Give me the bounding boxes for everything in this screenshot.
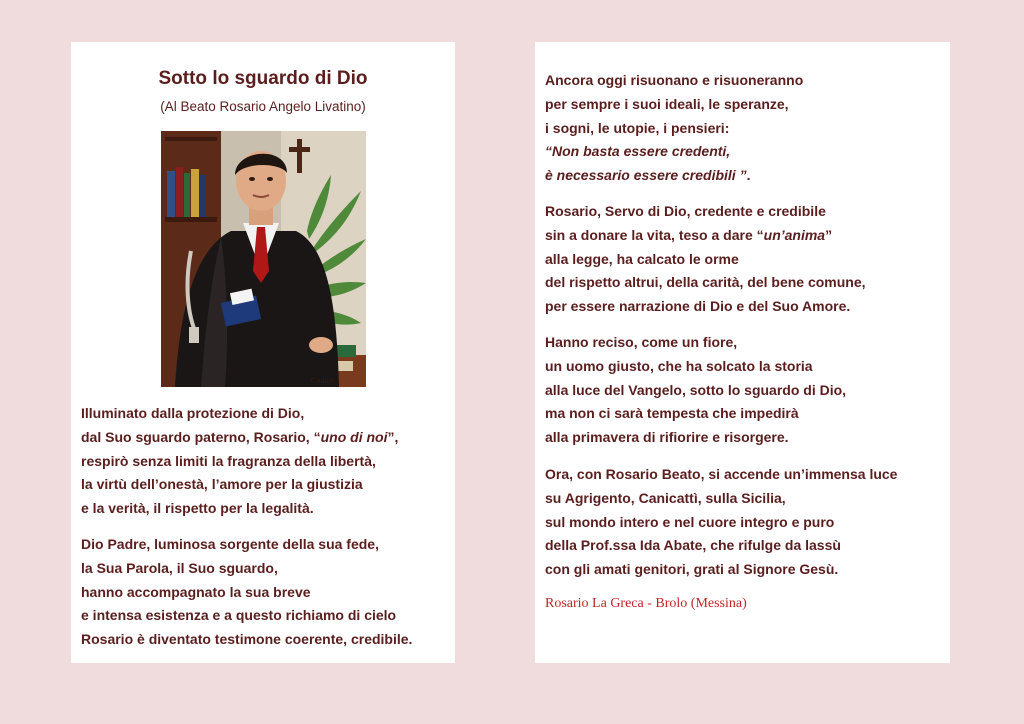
poem-line: hanno accompagnato la sua breve <box>81 583 311 600</box>
poem-line: Illuminato dalla protezione di Dio, <box>81 405 305 421</box>
poem-line: ma non ci sarà tempesta che impedirà <box>545 405 799 422</box>
poem-line: Rosario, Servo di Dio, credente e credibile <box>545 203 826 219</box>
poem-quote-italic: “Non basta essere credenti, <box>545 143 731 160</box>
poem-line: Ora, con Rosario Beato, si accende un’immensa luce <box>545 466 898 482</box>
poem-line: Hanno reciso, come un fiore, <box>545 334 738 350</box>
poem-subtitle: (Al Beato Rosario Angelo Livatino) <box>160 99 366 114</box>
poem-line: Ancora oggi risuonano e risuoneranno <box>545 72 804 88</box>
left-page <box>71 42 455 663</box>
poem-line: Dio Padre, luminosa sorgente della sua fede, <box>81 536 379 552</box>
poem-line-part: ” <box>825 226 833 243</box>
poem-line: alla luce del Vangelo, sotto lo sguardo di Dio, <box>545 381 847 398</box>
poem-line: per essere narrazione di Dio e del Suo Amore. <box>545 298 851 315</box>
poem-line-part: ”, <box>387 428 399 445</box>
portrait-book-label: Codice <box>311 376 334 385</box>
poem-line-italic: un’anima <box>763 226 826 243</box>
poem-quote-italic: è necessario essere credibili ” <box>545 167 747 184</box>
poem-line <box>545 140 803 164</box>
left-stanza-2 <box>81 533 412 652</box>
poem-title: Sotto lo sguardo di Dio <box>158 68 368 89</box>
poem-line: e la verità, il rispetto per la legalità. <box>81 500 314 517</box>
poem-line: respirò senza limiti la fragranza della libertà, <box>81 452 376 469</box>
poem-line: e intensa esistenza e a questo richiamo di cielo <box>81 607 397 624</box>
poem-line-part: . <box>746 167 751 184</box>
right-page <box>535 42 950 663</box>
poem-line: della Prof.ssa Ida Abate, che rifulge da lassù <box>545 537 841 554</box>
poem-line: sul mondo intero e nel cuore integro e puro <box>545 513 835 530</box>
poem-line: la virtù dell’onestà, l’amore per la giustizia <box>81 476 363 493</box>
right-stanza-3 <box>545 331 846 450</box>
poem-line: con gli amati genitori, grati al Signore Gesù. <box>545 561 839 578</box>
left-stanza-1 <box>81 402 398 521</box>
poem-line <box>545 164 803 188</box>
poem-line: un uomo giusto, che ha solcato la storia <box>545 357 813 374</box>
right-stanza-1 <box>545 69 803 188</box>
poem-line: alla legge, ha calcato le orme <box>545 250 739 267</box>
poem-line: Rosario è diventato testimone coerente, credibile. <box>81 631 413 648</box>
poem-line: del rispetto altrui, della carità, del bene comune, <box>545 274 866 291</box>
author-signature: Rosario La Greca - Brolo (Messina) <box>545 596 747 611</box>
portrait-image <box>161 131 366 387</box>
poem-line: per sempre i suoi ideali, le speranze, <box>545 95 789 112</box>
poem-line: la Sua Parola, il Suo sguardo, <box>81 559 278 576</box>
poem-line: alla primavera di rifiorire e risorgere. <box>545 429 789 446</box>
right-stanza-2 <box>545 200 866 319</box>
poem-line <box>81 426 398 450</box>
poem-line-part: sin a donare la vita, teso a dare “ <box>545 226 764 243</box>
poem-line: i sogni, le utopie, i pensieri: <box>545 119 730 136</box>
right-stanza-4 <box>545 463 897 582</box>
poem-line-italic: uno di noi <box>320 428 388 445</box>
poem-line-part: dal Suo sguardo paterno, Rosario, “ <box>81 428 321 445</box>
poem-line <box>545 224 866 248</box>
poem-line: su Agrigento, Canicattì, sulla Sicilia, <box>545 489 786 506</box>
